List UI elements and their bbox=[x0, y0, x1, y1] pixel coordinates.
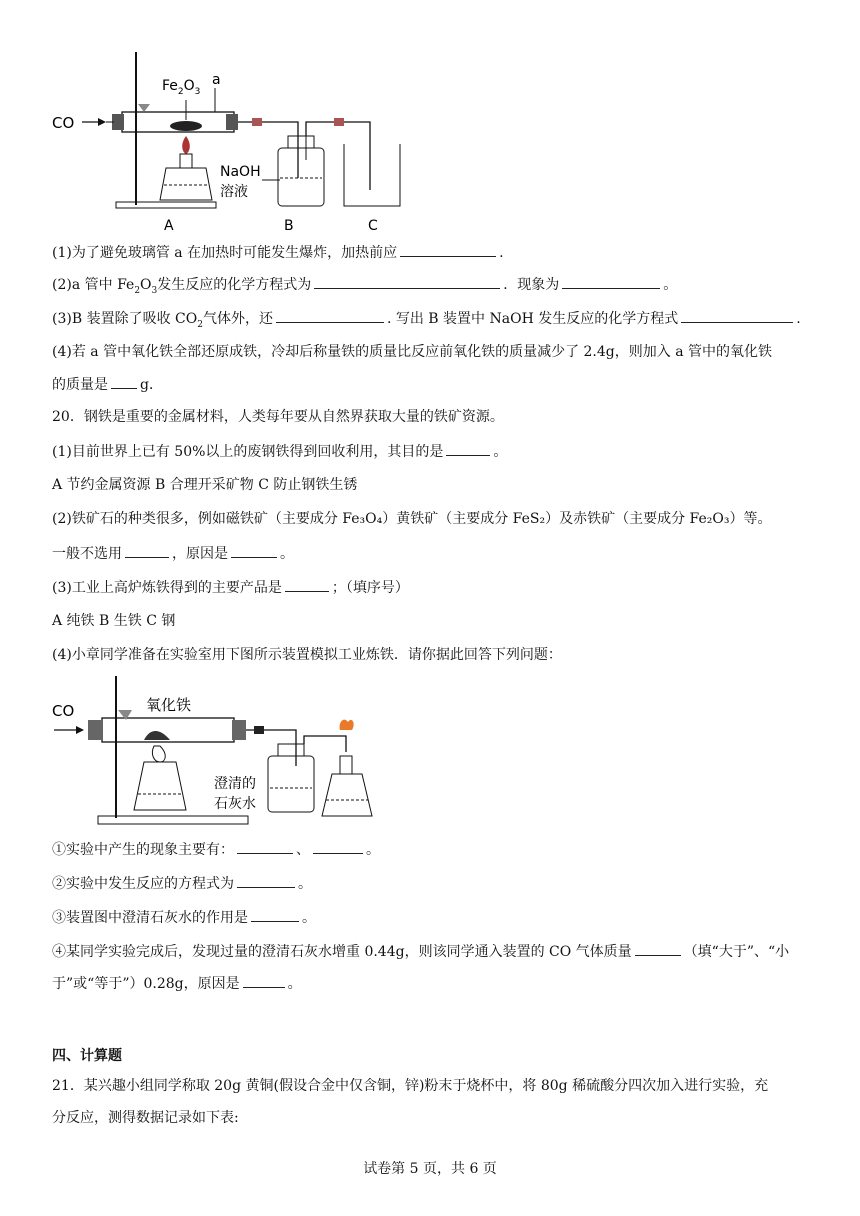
q19-part1: (1)为了避免玻璃管 a 在加热时可能发生爆炸，加热前应 . bbox=[52, 242, 504, 263]
q20-part1: (1)目前世界上已有 50%以上的废钢铁得到回收利用，其目的是 。 bbox=[52, 441, 507, 462]
svg-text:溶液: 溶液 bbox=[220, 184, 248, 200]
q19-part2: (2)a 管中 $Fe_2O_3$发生反应的化学方程式为 ．现象为 。 bbox=[52, 274, 677, 301]
q20-part4: (4)小章同学准备在实验室用下图所示装置模拟工业炼铁．请你据此回答下列问题： bbox=[52, 647, 562, 663]
q21-stem-2: 分反应，测得数据记录如下表: bbox=[52, 1110, 239, 1126]
svg-text:C: C bbox=[368, 218, 378, 234]
q20-sub3: ③装置图中澄清石灰水的作用是 。 bbox=[52, 907, 316, 928]
q20-sub4b: 于”或“等于”）0.28g，原因是 。 bbox=[52, 973, 302, 994]
fig1-co-label: CO bbox=[52, 114, 75, 132]
q20-part2b: 一般不选用 ，原因是 。 bbox=[52, 543, 294, 564]
svg-text:A: A bbox=[164, 218, 174, 234]
q20-sub1: ①实验中产生的现象主要有： 、 。 bbox=[52, 839, 380, 860]
svg-text:澄清的: 澄清的 bbox=[214, 776, 256, 792]
fig1-a-label: a bbox=[212, 72, 221, 88]
q20-part3: (3)工业上高炉炼铁得到的主要产品是 ；（填序号） bbox=[52, 577, 409, 598]
q19-part4b: 的质量是 g． bbox=[52, 374, 163, 395]
svg-text:石灰水: 石灰水 bbox=[214, 796, 256, 812]
figure-2-apparatus bbox=[40, 670, 420, 830]
q19-part3: (3)B 装置除了吸收 $CO_2$气体外，还 . 写出 B 装置中 NaOH 发生反应的化学方程式 . bbox=[52, 308, 801, 335]
q20-part3-options: A 纯铁 B 生铁 C 钢 bbox=[52, 613, 176, 629]
svg-text:氧化铁: 氧化铁 bbox=[146, 696, 192, 714]
q21-stem: 21．某兴趣小组同学称取 20g 黄铜(假设合金中仅含铜，锌)粉末于烧杯中，将 80g 稀硫酸分四次加入进行实验，充 bbox=[52, 1078, 769, 1094]
q20-part1-options: A 节约金属资源 B 合理开采矿物 C 防止钢铁生锈 bbox=[52, 477, 358, 493]
svg-text:Fe2O3: $Fe_2O_3$ bbox=[162, 78, 201, 97]
q20-sub2: ②实验中发生反应的方程式为 。 bbox=[52, 873, 312, 894]
q19-part4: (4)若 a 管中氧化铁全部还原成铁，冷却后称量铁的质量比反应前氧化铁的质量减少了 2.4g，则加入 a 管中的氧化铁 bbox=[52, 344, 772, 360]
q20-sub4: ④某同学实验完成后，发现过量的澄清石灰水增重 0.44g，则该同学通入装置的 CO 气体质量 （填“大于”、“小 bbox=[52, 941, 789, 962]
svg-text:B: B bbox=[284, 218, 294, 234]
section-heading: 四、计算题 bbox=[52, 1048, 122, 1064]
svg-text:NaOH: NaOH bbox=[220, 164, 261, 180]
page-footer: 试卷第 5 页，共 6 页 bbox=[363, 1161, 497, 1177]
svg-text:CO: CO bbox=[52, 702, 75, 720]
figure-1-apparatus bbox=[40, 40, 420, 240]
q20-part2: (2)铁矿石的种类很多，例如磁铁矿（主要成分 Fe₃O₄）黄铁矿（主要成分 FeS₂）及赤铁矿（主要成分 Fe₂O₃）等。 bbox=[52, 511, 772, 527]
q20-stem: 20．钢铁是重要的金属材料，人类每年要从自然界获取大量的铁矿资源。 bbox=[52, 409, 504, 425]
